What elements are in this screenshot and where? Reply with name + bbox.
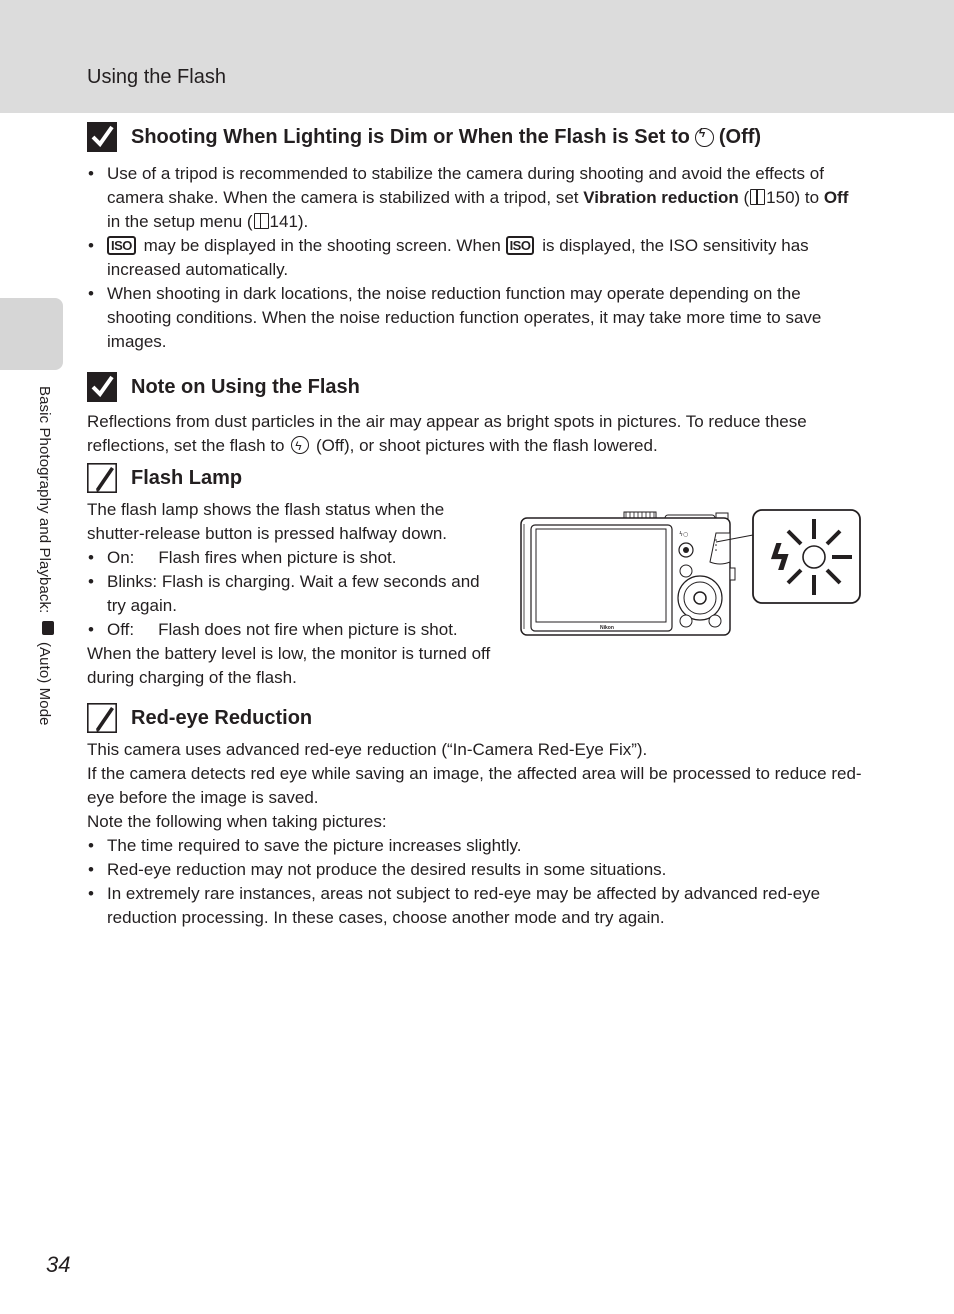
- svg-text:ϟ○: ϟ○: [679, 531, 689, 538]
- page-reference-icon: [254, 213, 269, 229]
- status-desc: Flash fires when picture is shot.: [158, 548, 397, 567]
- flash-off-icon: [291, 436, 309, 454]
- list-item: • Red-eye reduction may not produce the desired results in some situations.: [87, 858, 862, 882]
- page-reference-icon: [750, 189, 765, 205]
- flash-off-icon: [695, 128, 714, 147]
- vibration-reduction-term: Vibration reduction: [583, 188, 739, 207]
- list-item: • ISO may be displayed in the shooting screen. When ISO is displayed, the ISO sensitivity has increased automatically.: [87, 234, 862, 282]
- red-eye-bullets: [87, 834, 862, 930]
- iso-indicator-icon: ISO: [107, 236, 136, 255]
- red-eye-para-2: If the camera detects red eye while saving an image, the affected area will be processed to reduce red-eye before the image is saved.: [87, 764, 862, 807]
- section-note-flash-heading: [87, 372, 360, 402]
- section-red-eye-title: Red-eye Reduction: [131, 706, 313, 729]
- list-item: • The time required to save the picture increases slightly.: [87, 834, 862, 858]
- list-item: [87, 570, 502, 618]
- section-flash-lamp-title: Flash Lamp: [131, 466, 243, 489]
- status-key: Off:: [107, 620, 135, 639]
- iso-indicator-icon: ISO: [506, 236, 535, 255]
- note-flash-text: Reflections from dust particles in the air may appear as bright spots in pictures. To reduce these reflections, set the flash to ϟ (Off), or shoot pictures with the flash lowered.: [87, 410, 862, 458]
- section-note-flash-title: Note on Using the Flash: [131, 375, 360, 398]
- camera-back-illustration: [520, 500, 865, 640]
- chapter-tab: [0, 298, 63, 370]
- page-number: 34: [46, 1252, 71, 1277]
- flash-symbol-icon: ϟ: [768, 538, 792, 579]
- list-item: [87, 546, 502, 570]
- note-pencil-icon: [87, 463, 117, 493]
- off-term: Off: [823, 188, 849, 207]
- chapter-label-start: Basic Photography and Playback:: [36, 386, 53, 618]
- flash-lamp-outro: When the battery level is low, the monitor is turned off during charging of the flash.: [87, 644, 491, 687]
- flash-lamp-intro: The flash lamp shows the flash status when the shutter-release button is pressed halfway down.: [87, 500, 448, 543]
- caution-check-icon: [87, 122, 117, 152]
- page-header-title: Using the Flash: [87, 66, 226, 88]
- red-eye-para-1: This camera uses advanced red-eye reduction (“In-Camera Red-Eye Fix”).: [87, 740, 648, 759]
- chapter-label-end: (Auto) Mode: [36, 637, 53, 726]
- auto-mode-camera-icon: [42, 621, 54, 635]
- header-band: [0, 0, 954, 113]
- status-desc: Flash is charging. Wait a few seconds and try again.: [107, 572, 480, 615]
- list-item: • Use of a tripod is recommended to stabilize the camera during shooting and avoid the effects of camera shake. When the camera is stabilized with a tripod, set Vibration reduction ( 150) to Off in the setup menu ( 141).: [87, 162, 862, 234]
- camera-brand-label: Nikon: [600, 625, 614, 631]
- chapter-side-label: [36, 386, 54, 726]
- list-item: • In extremely rare instances, areas not subject to red-eye may be affected by advanced red-eye reduction processing. In these cases, choose another mode and try again.: [87, 882, 862, 930]
- section-dim-lighting-heading: [87, 122, 761, 152]
- caution-check-icon: [87, 372, 117, 402]
- list-item: [87, 618, 502, 642]
- section-red-eye-heading: [87, 703, 312, 733]
- flash-lamp-status-list: [87, 546, 502, 642]
- note-pencil-icon: [87, 703, 117, 733]
- section-flash-lamp-heading: [87, 463, 242, 493]
- dim-lighting-bullets: [87, 162, 862, 354]
- status-key: On:: [107, 548, 135, 567]
- section-dim-lighting-title: Shooting When Lighting is Dim or When the Flash is Set to: [131, 125, 690, 148]
- status-desc: Flash does not fire when picture is shot.: [158, 620, 458, 639]
- list-item: • When shooting in dark locations, the noise reduction function may operate depending on the shooting conditions. When the noise reduction function operates, it may take more time to save images.: [87, 282, 862, 354]
- section-dim-lighting-title-suffix: (Off): [718, 125, 762, 148]
- status-key: Blinks:: [107, 572, 158, 591]
- red-eye-para-3: Note the following when taking pictures:: [87, 812, 387, 831]
